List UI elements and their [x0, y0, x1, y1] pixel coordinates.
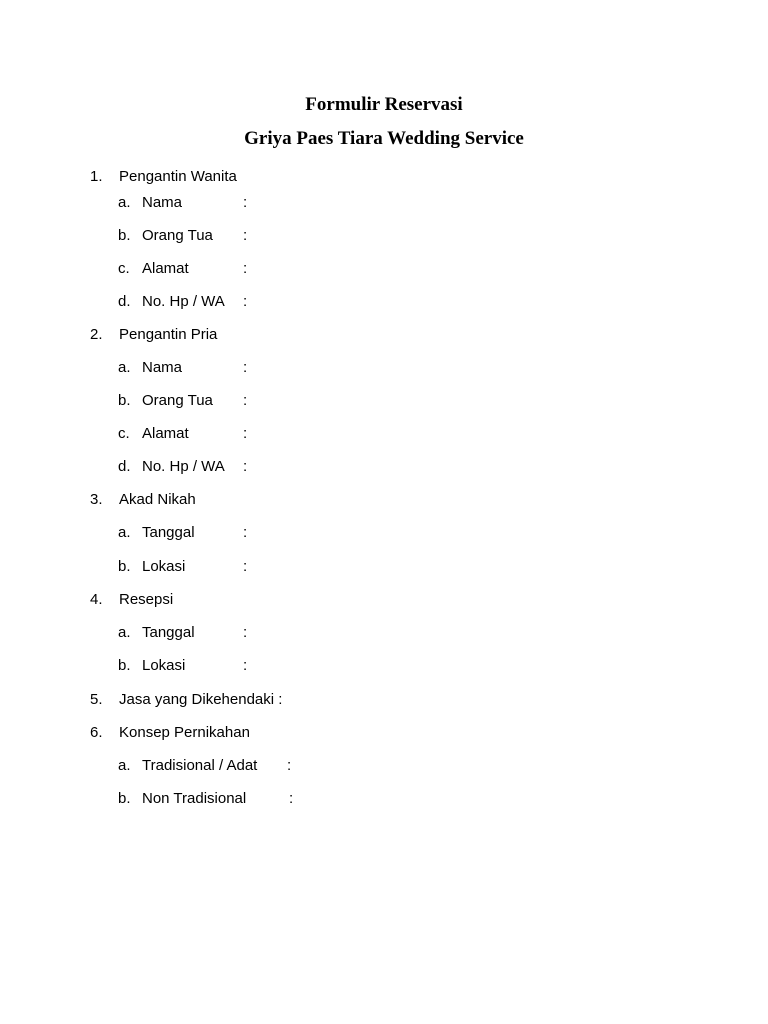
field-colon: :	[243, 392, 248, 409]
field-colon: :	[287, 757, 292, 774]
field-colon: :	[243, 359, 248, 376]
field-colon: :	[243, 657, 248, 674]
section-label: Resepsi	[119, 591, 174, 608]
field-colon: :	[243, 194, 248, 211]
field-colon: :	[243, 293, 248, 310]
section-label: Akad Nikah	[119, 491, 196, 508]
field-label: Alamat	[142, 425, 189, 442]
field-label: Tanggal	[142, 624, 195, 641]
field-letter: a.	[118, 194, 131, 211]
field-label: Nama	[142, 359, 183, 376]
field-label: No. Hp / WA	[142, 293, 225, 310]
field-colon: :	[243, 458, 248, 475]
field-letter: c.	[118, 425, 130, 442]
field-letter: b.	[118, 227, 131, 244]
field-colon: :	[243, 624, 248, 641]
section-label: Pengantin Wanita	[119, 168, 237, 185]
field-letter: d.	[118, 293, 131, 310]
field-colon: :	[289, 790, 294, 807]
section-number: 5.	[90, 691, 103, 708]
field-label: Alamat	[142, 260, 189, 277]
field-letter: c.	[118, 260, 130, 277]
field-letter: a.	[118, 359, 131, 376]
field-letter: b.	[118, 790, 131, 807]
field-colon: :	[243, 260, 248, 277]
field-label: Orang Tua	[142, 392, 213, 409]
section-number: 4.	[90, 591, 103, 608]
section-label: Jasa yang Dikehendaki :	[119, 691, 283, 708]
field-colon: :	[243, 425, 248, 442]
field-label: Orang Tua	[142, 227, 213, 244]
field-label: Lokasi	[142, 657, 186, 674]
field-letter: d.	[118, 458, 131, 475]
section-number: 6.	[90, 724, 103, 741]
field-colon: :	[243, 558, 248, 575]
field-letter: b.	[118, 558, 131, 575]
field-colon: :	[243, 524, 248, 541]
field-label: Lokasi	[142, 558, 186, 575]
section-number: 3.	[90, 491, 103, 508]
field-label: Tradisional / Adat	[142, 757, 258, 774]
section-label: Pengantin Pria	[119, 326, 218, 343]
field-letter: b.	[118, 392, 131, 409]
field-colon: :	[243, 227, 248, 244]
field-letter: b.	[118, 657, 131, 674]
field-label: No. Hp / WA	[142, 458, 225, 475]
field-letter: a.	[118, 757, 131, 774]
section-label: Konsep Pernikahan	[119, 724, 250, 741]
field-letter: a.	[118, 524, 131, 541]
field-label: Nama	[142, 194, 183, 211]
field-label: Non Tradisional	[142, 790, 247, 807]
field-label: Tanggal	[142, 524, 195, 541]
section-number: 1.	[90, 168, 103, 185]
field-letter: a.	[118, 624, 131, 641]
section-number: 2.	[90, 326, 103, 343]
form-title: Formulir Reservasi	[305, 94, 463, 115]
form-subtitle: Griya Paes Tiara Wedding Service	[244, 128, 524, 149]
